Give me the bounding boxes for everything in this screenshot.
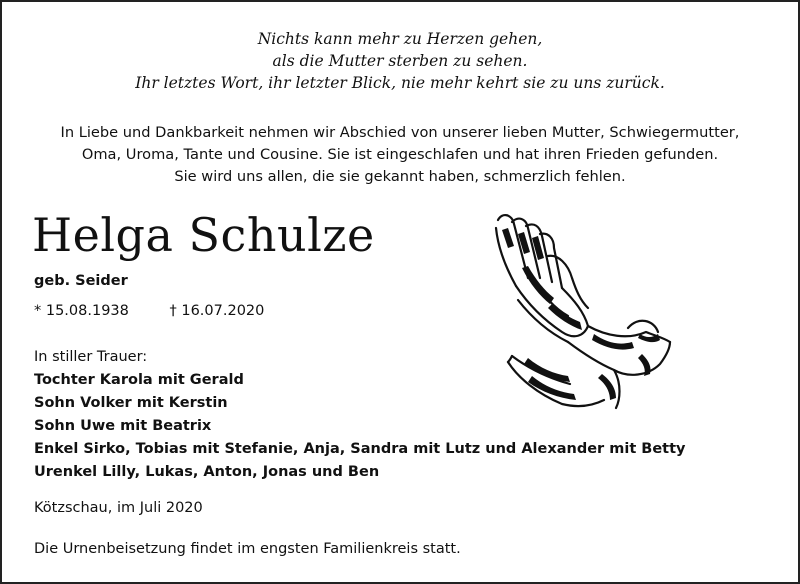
birth-name: geb. Seider (34, 273, 128, 289)
poem (0, 28, 800, 94)
mourner-line: Urenkel Lilly, Lukas, Anton, Jonas und Ben (34, 464, 380, 480)
death-date: † 16.07.2020 (169, 303, 265, 319)
burial-note: Die Urnenbeisetzung findet im engsten Familienkreis statt. (34, 541, 461, 557)
poem-line: Nichts kann mehr zu Herzen gehen, (257, 30, 543, 48)
life-dates (34, 303, 264, 319)
birth-date: * 15.08.1938 (34, 303, 129, 319)
poem-line: als die Mutter sterben zu sehen. (272, 52, 528, 70)
place-date: Kötzschau, im Juli 2020 (34, 500, 203, 516)
mourners-section (34, 346, 686, 484)
mourners-heading: In stiller Trauer: (34, 349, 148, 365)
mourner-line: Sohn Uwe mit Beatrix (34, 418, 212, 434)
intro-line: Oma, Uroma, Tante und Cousine. Sie ist eingeschlafen und hat ihren Frieden gefunden. (81, 146, 719, 163)
intro-line: Sie wird uns allen, die sie gekannt haben, schmerzlich fehlen. (174, 168, 626, 185)
deceased-name: Helga Schulze (32, 208, 375, 262)
intro-line: In Liebe und Dankbarkeit nehmen wir Abschied von unserer lieben Mutter, Schwiegermutter, (60, 124, 740, 141)
intro-text (0, 122, 800, 188)
mourner-line: Enkel Sirko, Tobias mit Stefanie, Anja, Sandra mit Lutz und Alexander mit Betty (34, 441, 686, 457)
poem-line: Ihr letztes Wort, ihr letzter Blick, nie mehr kehrt sie zu uns zurück. (135, 74, 665, 92)
mourner-line: Tochter Karola mit Gerald (34, 372, 244, 388)
mourner-line: Sohn Volker mit Kerstin (34, 395, 228, 411)
